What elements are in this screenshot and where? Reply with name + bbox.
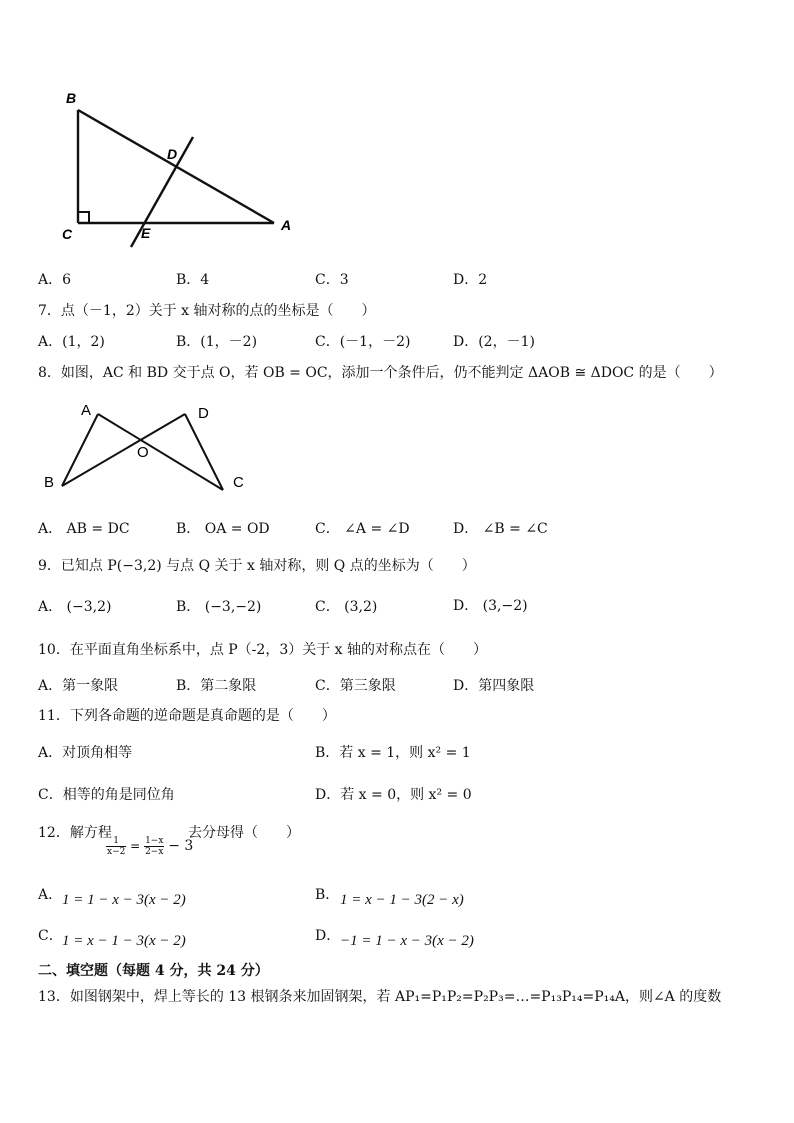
q8-option-d[interactable]: D． ∠B = ∠C [453,521,548,537]
q7-option-d[interactable]: D．(2，－1) [453,334,535,350]
q9-stem: 9．已知点 P(−3,2) 与点 Q 关于 x 轴对称，则 Q 点的坐标为（ ） [38,558,476,574]
q12-option-b-label[interactable]: B． [315,887,340,903]
q11-option-d[interactable]: D．若 x = 0，则 x² = 0 [315,787,472,803]
equals-sign: = [130,839,141,853]
q12-option-d-label[interactable]: D． [315,928,341,944]
q9-option-c[interactable]: C． (3,2) [315,599,378,615]
q12-option-b-expr[interactable]: 1 = x − 1 − 3(2 − x) [340,892,464,908]
q11-stem: 11．下列各命题的逆命题是真命题的是（ ） [38,708,336,724]
q12-option-a-expr[interactable]: 1 = 1 − x − 3(x − 2) [62,892,186,908]
q12-option-c-label[interactable]: C． [38,928,63,944]
label-a: A [281,217,292,233]
q8-option-c[interactable]: C． ∠A = ∠D [315,521,410,537]
q9-option-d[interactable]: D． (3,−2) [453,598,528,614]
q6-option-c[interactable]: C．3 [315,272,349,288]
q10-option-b[interactable]: B．第二象限 [176,678,257,694]
q8-stem: 8．如图，AC 和 BD 交于点 O，若 OB = OC，添加一个条件后，仍不能判定 ΔAOB ≅ ΔDOC 的是（ ） [38,365,723,381]
q10-stem: 10．在平面直角坐标系中，点 P（-2，3）关于 x 轴的对称点在（ ） [38,642,488,658]
fraction-left [106,836,126,857]
fraction-left-numerator: 1 [106,836,126,847]
q6-option-b[interactable]: B．4 [176,272,210,288]
q10-option-c[interactable]: C．第三象限 [315,678,396,694]
q8-option-b[interactable]: B． OA = OD [176,521,270,537]
label-b: B [66,90,77,106]
q7-option-a[interactable]: A．(1，2) [38,334,105,350]
q12-option-a-label[interactable]: A． [38,887,63,903]
fraction-right-denominator: 2−x [145,847,164,857]
q12-equation [106,836,193,857]
q9-option-b[interactable]: B． (−3,−2) [176,599,262,615]
label-d: D [167,146,178,162]
q8-option-a[interactable]: A． AB = DC [38,521,130,537]
q10-option-a[interactable]: A．第一象限 [38,678,119,694]
label-e: E [141,225,151,241]
q10-option-d[interactable]: D．第四象限 [453,678,535,694]
q11-option-a[interactable]: A．对顶角相等 [38,745,133,761]
q12-option-d-expr[interactable]: −1 = 1 − x − 3(x − 2) [340,933,474,949]
label-d: D [198,405,209,422]
q7-stem: 7．点（－1，2）关于 x 轴对称的点的坐标是（ ） [38,303,376,319]
label-b: B [44,474,55,491]
q13-stem: 13．如图钢架中，焊上等长的 13 根钢条来加固钢架，若 AP₁=P₁P₂=P₂P₃=…=P₁₃P₁₄=P₁₄A，则∠A 的度数 [38,989,722,1005]
right-triangle-figure [55,85,305,255]
q7-option-b[interactable]: B．(1，－2) [176,334,258,350]
bowtie-triangles-figure [38,398,258,498]
fraction-right-numerator: 1−x [145,836,164,846]
fraction-left-denominator: x−2 [107,847,126,857]
q6-option-d[interactable]: D．2 [453,272,488,288]
fraction-right [144,836,164,857]
q9-option-a[interactable]: A． (−3,2) [38,599,112,615]
q11-option-c[interactable]: C．相等的角是同位角 [38,787,175,803]
q6-option-a[interactable]: A．6 [38,272,72,288]
q12-stem-suffix: 去分母得（ ） [188,825,300,841]
label-c: C [62,226,73,242]
q12-stem-prefix: 12．解方程 [38,825,112,841]
label-a: A [81,402,92,419]
minus-three: − 3 [168,838,194,854]
q12-option-c-expr[interactable]: 1 = x − 1 − 3(x − 2) [62,933,186,949]
label-o: O [137,444,149,461]
right-angle-mark [78,212,89,223]
q7-option-c[interactable]: C．(－1，－2) [315,334,411,350]
section-title: 二、填空题（每题 4 分，共 24 分） [38,963,269,979]
label-c: C [233,474,244,491]
q11-option-b[interactable]: B．若 x = 1，则 x² = 1 [315,745,471,761]
